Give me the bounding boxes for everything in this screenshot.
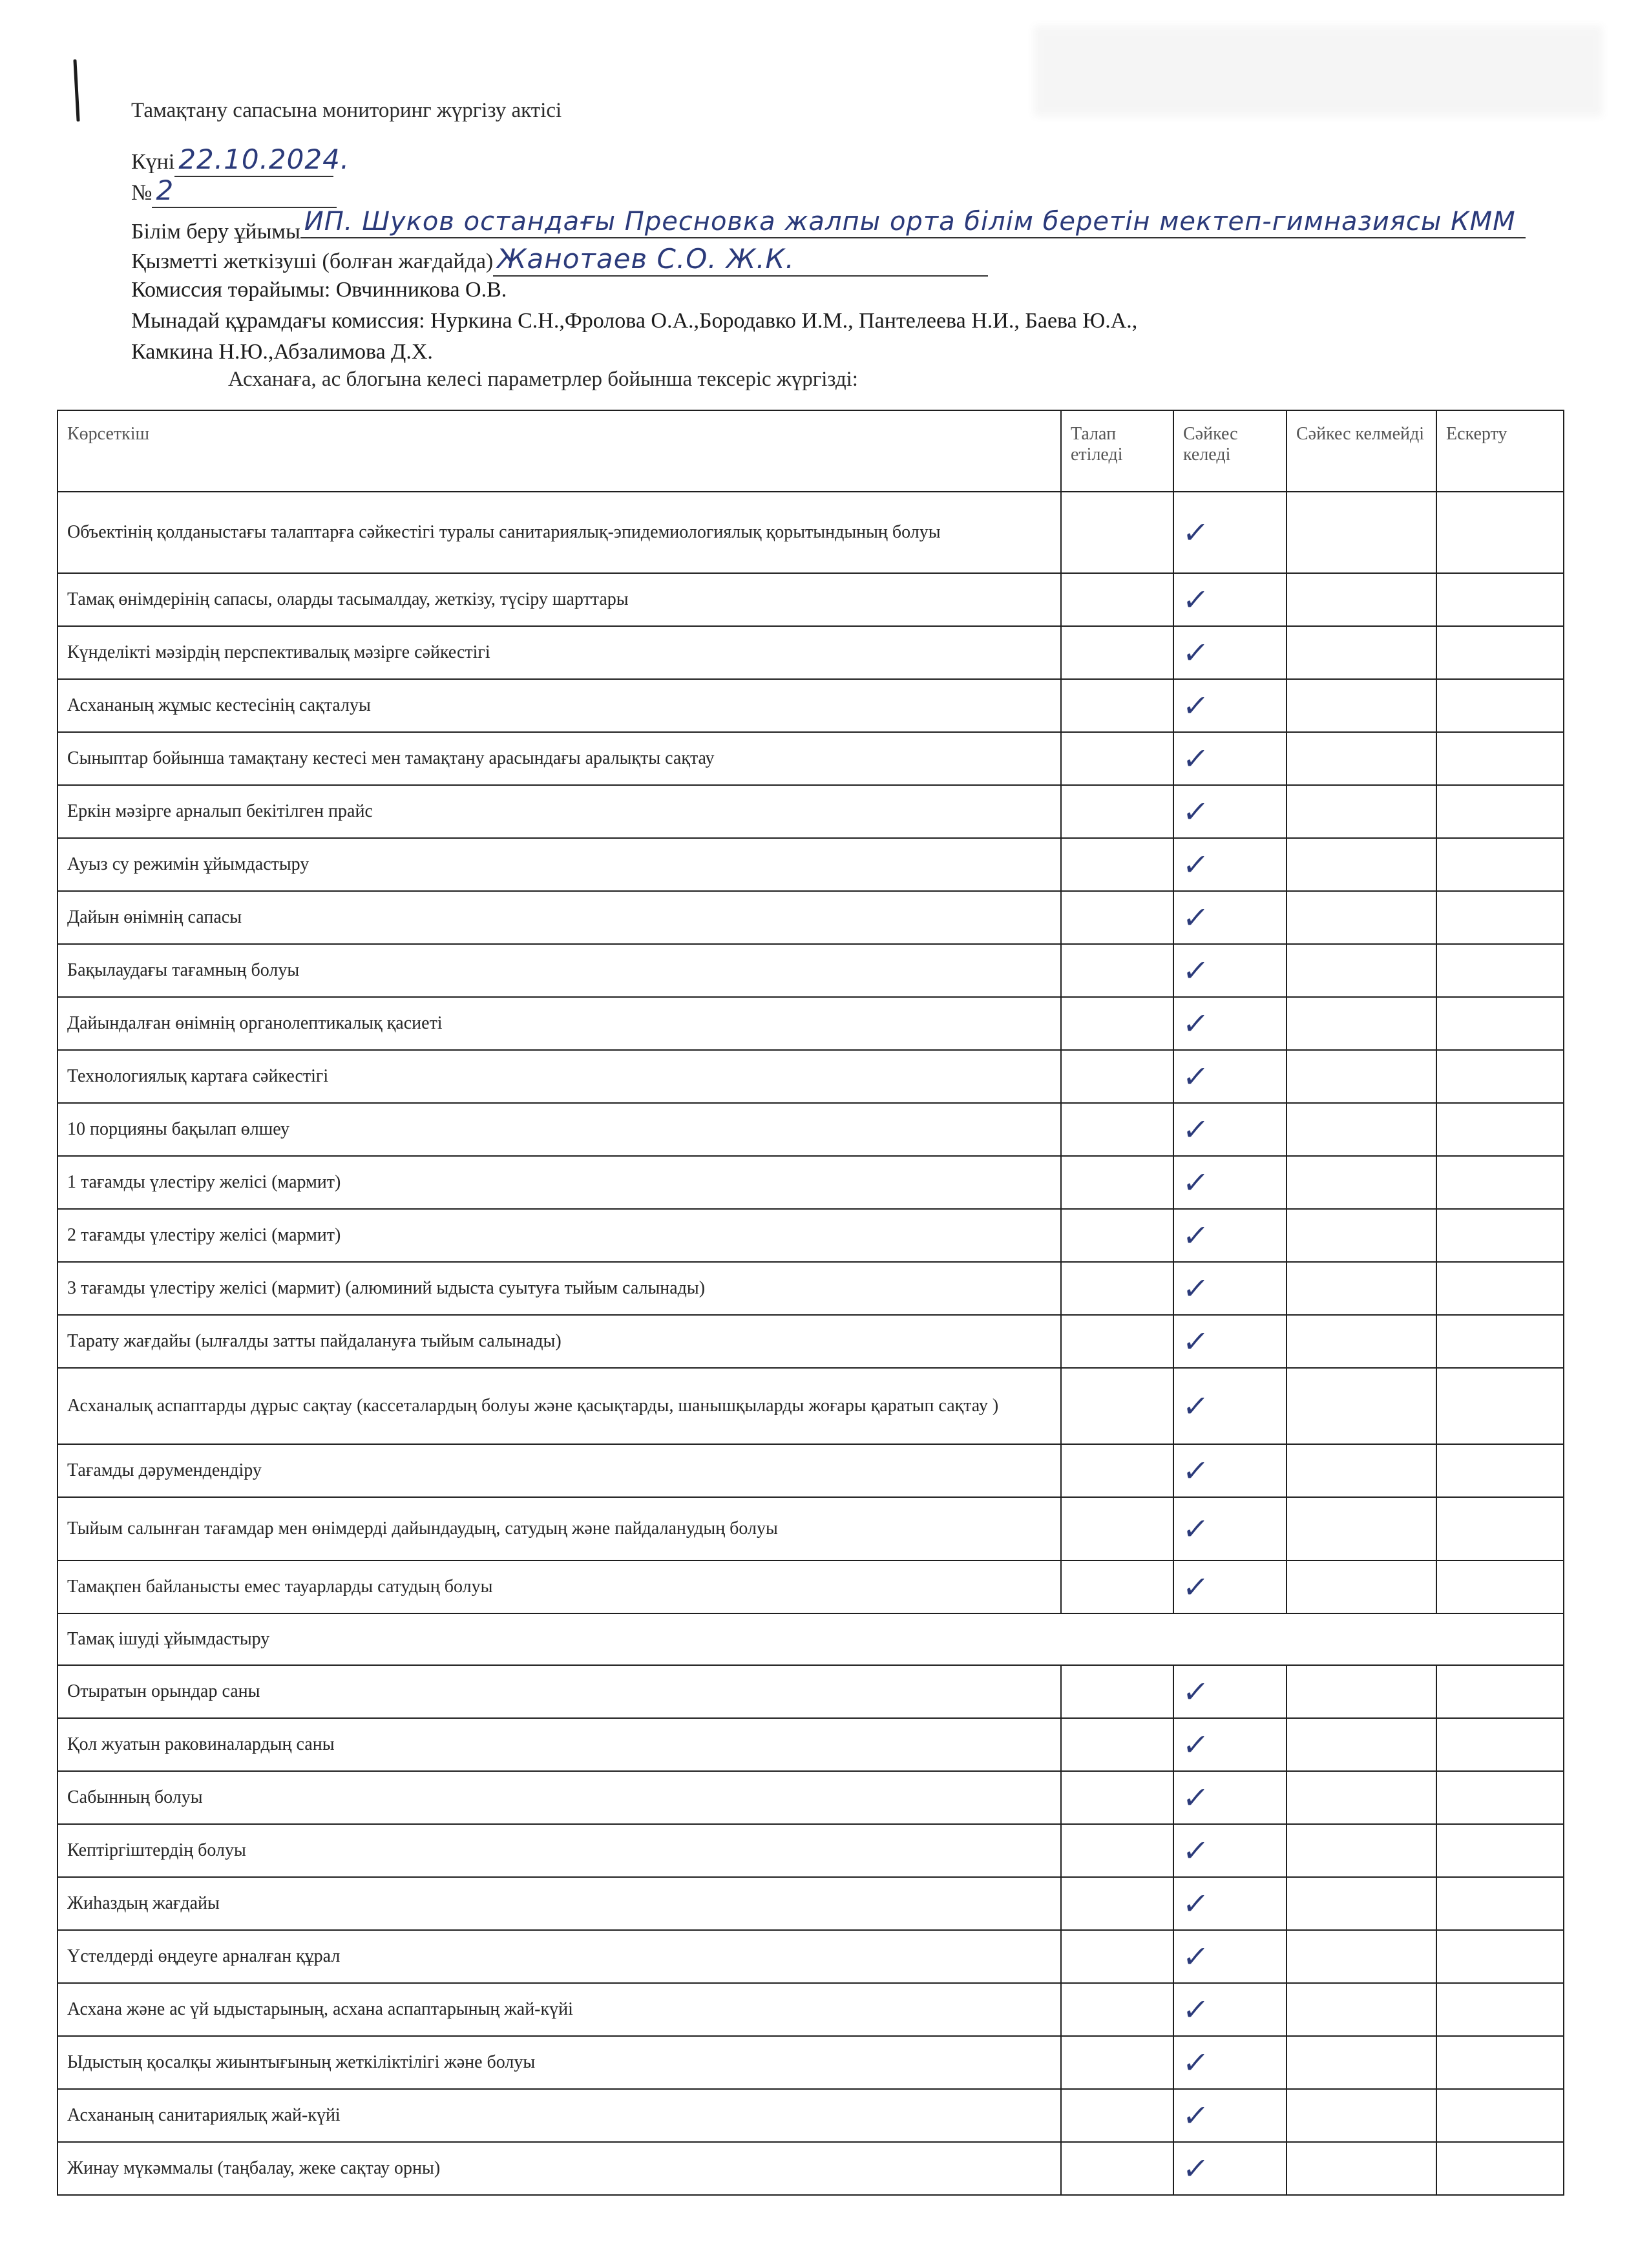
row-indicator: Асхананың санитариялық жай-күйі <box>58 2089 1061 2142</box>
check-mark-icon: ✓ <box>1181 899 1211 935</box>
check-mark-icon: ✓ <box>1181 846 1211 882</box>
table-row <box>58 573 1564 626</box>
commission-chair: Комиссия төрайымы: Овчинникова О.В. <box>131 278 507 302</box>
table-row <box>58 1497 1564 1560</box>
header-required: Талап етіледі <box>1061 410 1173 492</box>
table-row <box>58 1930 1564 1983</box>
header-complies: Сәйкес келеді <box>1173 410 1287 492</box>
commission-members-line1: Мынадай құрамдағы комиссия: Нуркина С.Н.,Фролова О.А.,Бородавко И.М., Пантелеева Н.И., Баева Ю.А., <box>131 309 1138 333</box>
table-row <box>58 1315 1564 1368</box>
row-indicator: Жиһаздың жағдайы <box>58 1877 1061 1930</box>
row-indicator: Технологиялық картаға сәйкестігі <box>58 1050 1061 1103</box>
row-indicator: Күнделікті мәзірдің перспективалық мәзірге сәйкестігі <box>58 626 1061 679</box>
table-row <box>58 1444 1564 1497</box>
row-indicator: Асхананың жұмыс кестесінің сақталуы <box>58 679 1061 732</box>
table-row <box>58 838 1564 891</box>
table-header-row <box>58 410 1564 492</box>
section-header-row <box>58 1613 1564 1665</box>
check-mark-icon: ✓ <box>1181 740 1211 776</box>
row-indicator: Бақылаудағы тағамның болуы <box>58 944 1061 997</box>
row-indicator: Дайын өнімнің сапасы <box>58 891 1061 944</box>
organization-label: Білім беру ұйымы <box>131 220 300 244</box>
row-indicator: 2 тағамды үлестіру желісі (мармит) <box>58 1209 1061 1262</box>
check-mark-icon: ✓ <box>1181 1727 1211 1762</box>
check-mark-icon: ✓ <box>1181 1453 1211 1488</box>
supplier-field <box>493 243 988 277</box>
row-indicator: 1 тағамды үлестіру желісі (мармит) <box>58 1156 1061 1209</box>
check-mark-icon: ✓ <box>1181 1674 1211 1709</box>
date-field <box>174 143 350 177</box>
number-label: № <box>131 181 152 205</box>
row-indicator: Дайындалған өнімнің органолептикалық қасиеті <box>58 997 1061 1050</box>
table-row <box>58 1665 1564 1718</box>
table-row <box>58 2036 1564 2089</box>
header-indicator: Көрсеткіш <box>58 410 1061 492</box>
header-note: Ескерту <box>1436 410 1564 492</box>
check-mark-icon: ✓ <box>1181 1885 1211 1921</box>
inspection-table <box>57 410 1564 2196</box>
table-row <box>58 2142 1564 2195</box>
number-line <box>131 174 1553 208</box>
check-mark-icon: ✓ <box>1181 2097 1211 2133</box>
check-mark-icon: ✓ <box>1181 1569 1211 1604</box>
row-indicator: Отыратын орындар саны <box>58 1665 1061 1718</box>
table-row <box>58 1368 1564 1444</box>
table-row <box>58 997 1564 1050</box>
row-indicator: Объектінің қолданыстағы талаптарға сәйкестігі туралы санитариялық-эпидемиологиялық қорытындының болуы <box>58 492 1061 573</box>
check-mark-icon: ✓ <box>1181 688 1211 723</box>
date-line <box>131 143 1553 177</box>
table-row <box>58 1156 1564 1209</box>
pen-stroke-mark <box>72 59 81 121</box>
row-indicator: Тағамды дәрумендендіру <box>58 1444 1061 1497</box>
check-mark-icon: ✓ <box>1181 952 1211 988</box>
row-indicator: Тыйым салынған тағамдар мен өнімдерді дайындаудың, сатудың және пайдаланудың болуы <box>58 1497 1061 1560</box>
table-row <box>58 626 1564 679</box>
commission-members-line2: Камкина Н.Ю.,Абзалимова Д.Х. <box>131 340 433 364</box>
check-mark-icon: ✓ <box>1181 1005 1211 1041</box>
row-indicator: Ауыз су режимін ұйымдастыру <box>58 838 1061 891</box>
check-mark-icon: ✓ <box>1181 2150 1211 2186</box>
check-mark-icon: ✓ <box>1181 1164 1211 1200</box>
table-row <box>58 891 1564 944</box>
header-not-complies: Сәйкес келмейді <box>1287 410 1436 492</box>
table-row <box>58 1718 1564 1771</box>
row-indicator: Тамақ өнімдерінің сапасы, оларды тасымалдау, жеткізу, түсіру шарттары <box>58 573 1061 626</box>
table-row <box>58 1103 1564 1156</box>
row-indicator: Сабынның болуы <box>58 1771 1061 1824</box>
check-mark-icon: ✓ <box>1181 1111 1211 1147</box>
check-mark-icon: ✓ <box>1181 1323 1211 1359</box>
check-mark-icon: ✓ <box>1181 514 1211 550</box>
table-row <box>58 1771 1564 1824</box>
check-mark-icon: ✓ <box>1181 1991 1211 2027</box>
date-label: Күні <box>131 150 175 174</box>
supplier-label: Қызметті жеткізуші (болған жағдайда) <box>131 249 494 273</box>
check-mark-icon: ✓ <box>1181 1217 1211 1253</box>
check-mark-icon: ✓ <box>1181 1511 1211 1546</box>
inspection-intro: Асханаға, ас блогына келесі параметрлер бойынша тексеріс жүргізді: <box>228 368 858 391</box>
check-mark-icon: ✓ <box>1181 793 1211 829</box>
check-mark-icon: ✓ <box>1181 635 1211 670</box>
check-mark-icon: ✓ <box>1181 1388 1211 1423</box>
row-indicator: Асхана және ас үй ыдыстарының, асхана аспаптарының жай-күйі <box>58 1983 1061 2036</box>
table-row <box>58 1824 1564 1877</box>
row-indicator: 3 тағамды үлестіру желісі (мармит) (алюминий ыдыста суытуға тыйым салынады) <box>58 1262 1061 1315</box>
row-indicator: Кептіргіштердің болуы <box>58 1824 1061 1877</box>
table-row <box>58 1050 1564 1103</box>
document-header <box>131 97 1553 393</box>
number-field <box>152 174 337 208</box>
row-indicator: Қол жуатын раковиналардың саны <box>58 1718 1061 1771</box>
organization-line <box>131 208 1553 246</box>
check-mark-icon: ✓ <box>1181 582 1211 617</box>
check-mark-icon: ✓ <box>1181 1270 1211 1306</box>
table-row <box>58 1262 1564 1315</box>
row-indicator: Сыныптар бойынша тамақтану кестесі мен тамақтану арасындағы аралықты сақтау <box>58 732 1061 785</box>
supplier-line <box>131 243 1553 277</box>
organization-value: ИП. Шуков остандағы Пресновка жалпы орта білім беретін мектеп-гимназиясы КММ <box>304 208 1516 236</box>
table-row <box>58 1983 1564 2036</box>
check-mark-icon: ✓ <box>1181 1780 1211 1815</box>
table-row <box>58 492 1564 573</box>
row-indicator: 10 порцияны бақылап өлшеу <box>58 1103 1061 1156</box>
table-row <box>58 1877 1564 1930</box>
section-title: Тамақ ішуді ұйымдастыру <box>58 1613 1564 1665</box>
date-value: 22.10.2024. <box>178 143 350 175</box>
row-indicator: Тарату жағдайы (ылғалды затты пайдалануға тыйым салынады) <box>58 1315 1061 1368</box>
row-indicator: Асханалық аспаптарды дұрыс сақтау (кассеталардың болуы және қасықтарды, шанышқыларды жоғары қаратып сақтау ) <box>58 1368 1061 1444</box>
table-row <box>58 1209 1564 1262</box>
check-mark-icon: ✓ <box>1181 1058 1211 1094</box>
check-mark-icon: ✓ <box>1181 1938 1211 1974</box>
table-row <box>58 785 1564 838</box>
row-indicator: Ыдыстың қосалқы жиынтығының жеткіліктілігі және болуы <box>58 2036 1061 2089</box>
table-row <box>58 2089 1564 2142</box>
organization-field <box>300 208 1526 238</box>
table-row <box>58 732 1564 785</box>
supplier-value: Жанотаев С.О. Ж.К. <box>497 243 795 275</box>
table-row <box>58 679 1564 732</box>
row-indicator: Тамақпен байланысты емес тауарларды сатудың болуы <box>58 1560 1061 1613</box>
number-value: 2 <box>156 174 174 206</box>
row-indicator: Жинау мүкәммалы (таңбалау, жеке сақтау орны) <box>58 2142 1061 2195</box>
row-indicator: Үстелдерді өңдеуге арналған құрал <box>58 1930 1061 1983</box>
check-mark-icon: ✓ <box>1181 2044 1211 2080</box>
row-indicator: Еркін мәзірге арналып бекітілген прайс <box>58 785 1061 838</box>
table-row <box>58 944 1564 997</box>
document-title: Тамақтану сапасына мониторинг жүргізу актісі <box>131 99 562 122</box>
check-mark-icon: ✓ <box>1181 1832 1211 1868</box>
table-row <box>58 1560 1564 1613</box>
